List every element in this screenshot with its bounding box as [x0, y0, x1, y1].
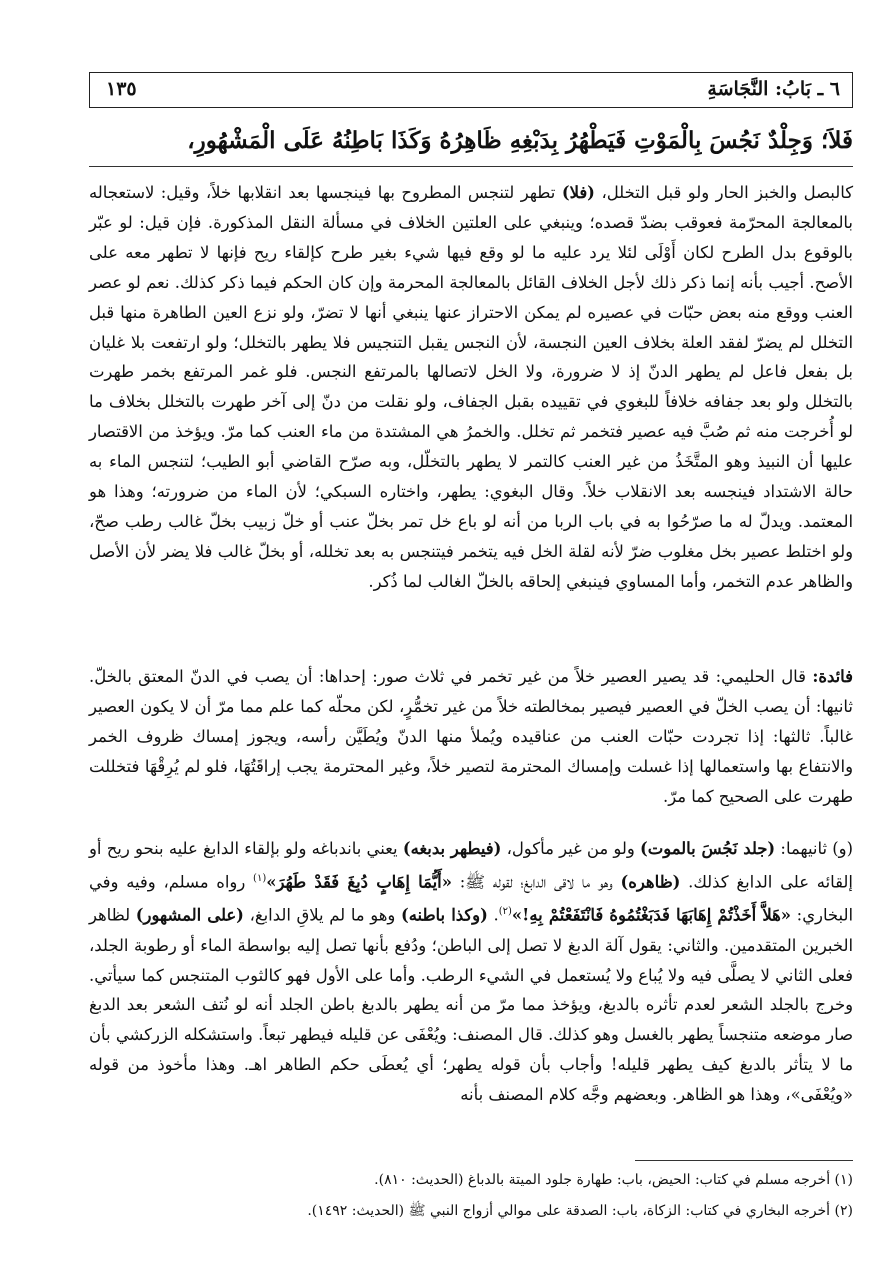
footnote-separator	[635, 1160, 853, 1161]
text-run: (و) ثانيهما:	[780, 839, 853, 858]
text-run: كالبصل والخبز الحار ولو قبل التخلل،	[601, 183, 854, 202]
text-run: .	[493, 905, 499, 925]
commentary-paragraph-1	[89, 178, 853, 597]
matn-quote: (على المشهور)	[135, 905, 244, 925]
text-run: وهو ما لم يلاقِ الدابغ،	[249, 905, 396, 925]
footnote-1: (١) أخرجه مسلم في كتاب: الحيض، باب: طهارة جلود الميتة بالدباغ (الحديث: ٨١٠).	[374, 1172, 853, 1188]
text-run: ولو من غير مأكول،	[506, 839, 635, 858]
footnote-ref[interactable]: (١)	[253, 872, 267, 884]
matn-text: فَلاَ؛ وَجِلْدٌ نَجُسَ بِالْمَوْتِ فَيَطْهُرُ بِدَبْغِهِ ظَاهِرُهُ وَكَذَا بَاطِنُهُ عَلَى الْمَشْهُورِ،	[187, 127, 853, 154]
hadith-quote: «أَيُّمَا إِهَابٍ دُبِغَ فَقَدْ طَهُرَ»	[266, 872, 452, 892]
text-run: وهو ما لاقى الدابغ؛ لقوله ﷺ:	[459, 872, 613, 892]
matn-quote: (فيطهر بدبغه)	[402, 839, 502, 858]
matn-quote: (ظاهره)	[620, 872, 681, 892]
text-run: قال الحليمي: قد يصير العصير خلاً من غير تخمر في ثلاث صور: إحداها: أن يصب في الدنّ المعتق بالخلّ. ثانيها: أن يصب الخلّ في العصير فيصير بمخالطته خلاً من غير تخمُّرٍ، لكن محلّه كما علم مما مرّ أن لا يكون العصير غالباً. ثالثها: إذا تجردت حبّات العنب من عناقيده ويُملأ منها الدنّ ويُطَيَّن رأسه، ويجوز إمساك ظروف الخمر والانتفاع بها واستعمالها إذا غسلت وإمساك المحترمة لتصير خلاً، وغير المحترمة يجب إراقَتُهَا، فلو لم يُرِقْهَا فتخللت طهرت على الصحيح كما مرّ.	[89, 667, 853, 806]
text-run: يعني باندباغه ولو بإلقاء الدابغ عليه بنحو ريح أو إلقائه على الدابغ كذلك.	[89, 839, 853, 892]
matn-quote: (جلد نَجُسَ بالموت)	[640, 839, 776, 858]
matn-quote: (فلا)	[561, 183, 595, 202]
note-label: فائدة:	[812, 667, 853, 686]
matn-separator	[89, 166, 853, 167]
footnote-2: (٢) أخرجه البخاري في كتاب: الزكاة، باب: الصدقة على موالي أزواج النبي ﷺ (الحديث: ١٤٩٢).	[307, 1203, 853, 1219]
matn-quote: (وكذا باطنه)	[400, 905, 488, 925]
page-number: ١٣٥	[106, 78, 137, 100]
chapter-title: ٦ ـ بَابُ: النَّجَاسَةِ	[707, 78, 840, 100]
text-run: رواه مسلم، وفيه وفي البخاري:	[89, 872, 854, 925]
text-run: لظاهر الخبرين المتقدمين. والثاني: يقول آلة الدبغ لا تصل إلى الباطن؛ ودُفع بأنها تصل إليه بواسطة الماء أو رطوبة الجلد، فعلى الثاني لا يصلَّى فيه ولا يُباع ولا يُستعمل في الشيء الرطب. وأما على الأول فهو كالثوب المتنجس كما سيأتي. وخرج بالجلد الشعر لعدم تأثره بالدبغ، ويؤخذ مما مرّ من أنه يطهر بالدبغ باطن الجلد أنه لو نُتف الشعر بعد الدبغ صار موضعه متنجساً يطهر بالغسل وهو كذلك. قال المصنف: ويُعْفَى عن قليله فيطهر تبعاً. واستشكله الزركشي بأن ما لا يتأثر بالدبغ كيف يطهر قليله! وأجاب بأن قوله يطهر؛ أي يُعطَى حكم الطاهر اهـ. وهذا مأخوذ من قوله «ويُعْفَى»، وهذا هو الظاهر. وبعضهم وجَّه كلام المصنف بأنه	[89, 905, 853, 1105]
text-run: تطهر لتنجس المطروح بها فينجسها بعد انقلابها خلاً، وقيل: لاستعجاله بالمعالجة المحرّمة فعوقب بضدّ قصده؛ وينبغي على العلتين الخلاف في مسألة النقل المذكورة. فإن قيل: لو عبّر بالوقوع بدل الطرح لكان أَوْلَى لئلا يرد عليه ما لو وقع فيها شيء بغير طرح كإلقاء ريح فإنها لا تطهر معه على الأصح. أجيب بأنه إنما ذكر ذلك لأجل الخلاف القائل بالمعالجة المحرمة وإن كان الحكم فيما ذكر كذلك. نعم لو عصر العنب ووقع منه بعض حبّات في عصيره لم يمكن الاحتراز عنها ينبغي أنها لا تضرّ، ولو نزع العين الطاهرة منها قبل التخلل لم يضرّ لفقد العلة بخلاف العين النجسة، لأن النجس يقبل التنجيس فلا يطهر بالتخلل؛ ولو ارتفعت بلا غليان بل بفعل فاعل لم يطهر الدنّ إذ لا ضرورة، ولا الخل لاتصالها بالمرتفع النجس. فلو غمر المرتفع بخمر طهرت بالتخلل ولو بعد جفافه خلافاً للبغوي في تقييده بقبل الجفاف، ولو نقلت من دنّ إلى آخر طهرت بالتخلل بخلاف ما لو أُخرجت منه ثم صُبَّ فيه عصير فتخمر ثم تخلل. والخمرُ هي المشتدة من ماء العنب كما مرّ. ويؤخذ من الاقتصار عليها أن النبيذ وهو المتَّخَذُ من غير العنب كالتمر لا يطهر بالتخلّل، وبه صرّح القاضي أبو الطيب؛ لتنجس الماء به حالة الاشتداد فينجسه بعد الانقلاب خلاً. وقال البغوي: يطهر، واختاره السبكي؛ لأن الماء من ضرورته؛ وهذا هو المعتمد. ويدلّ له ما صرّحُوا به في باب الربا من أنه لو باع خل تمر بخلّ عنب أو خلّ زبيب بخلّ غالب رطب صحّ، ولو اختلط عصير بخل مغلوب ضرّ لأنه لقلة الخل فيه يتخمر فيتنجس به بعد تخلله، أو بخلّ غالب فلا يضر لأن الأصل والظاهر عدم التخمر، وأما المساوي فينبغي إلحاقه بالخلّ الغالب لما ذُكر.	[89, 183, 853, 591]
commentary-paragraph-3	[89, 834, 853, 1110]
footnote-ref[interactable]: (٢)	[498, 906, 512, 918]
hadith-quote: «هَلاَّ أَخَذْتُمْ إِهَابَهَا فَدَبَغْتُمُوهُ فَانْتَفَعْتُمْ بِهِ!»	[511, 905, 791, 925]
commentary-paragraph-2	[89, 662, 853, 812]
running-header	[89, 72, 853, 108]
